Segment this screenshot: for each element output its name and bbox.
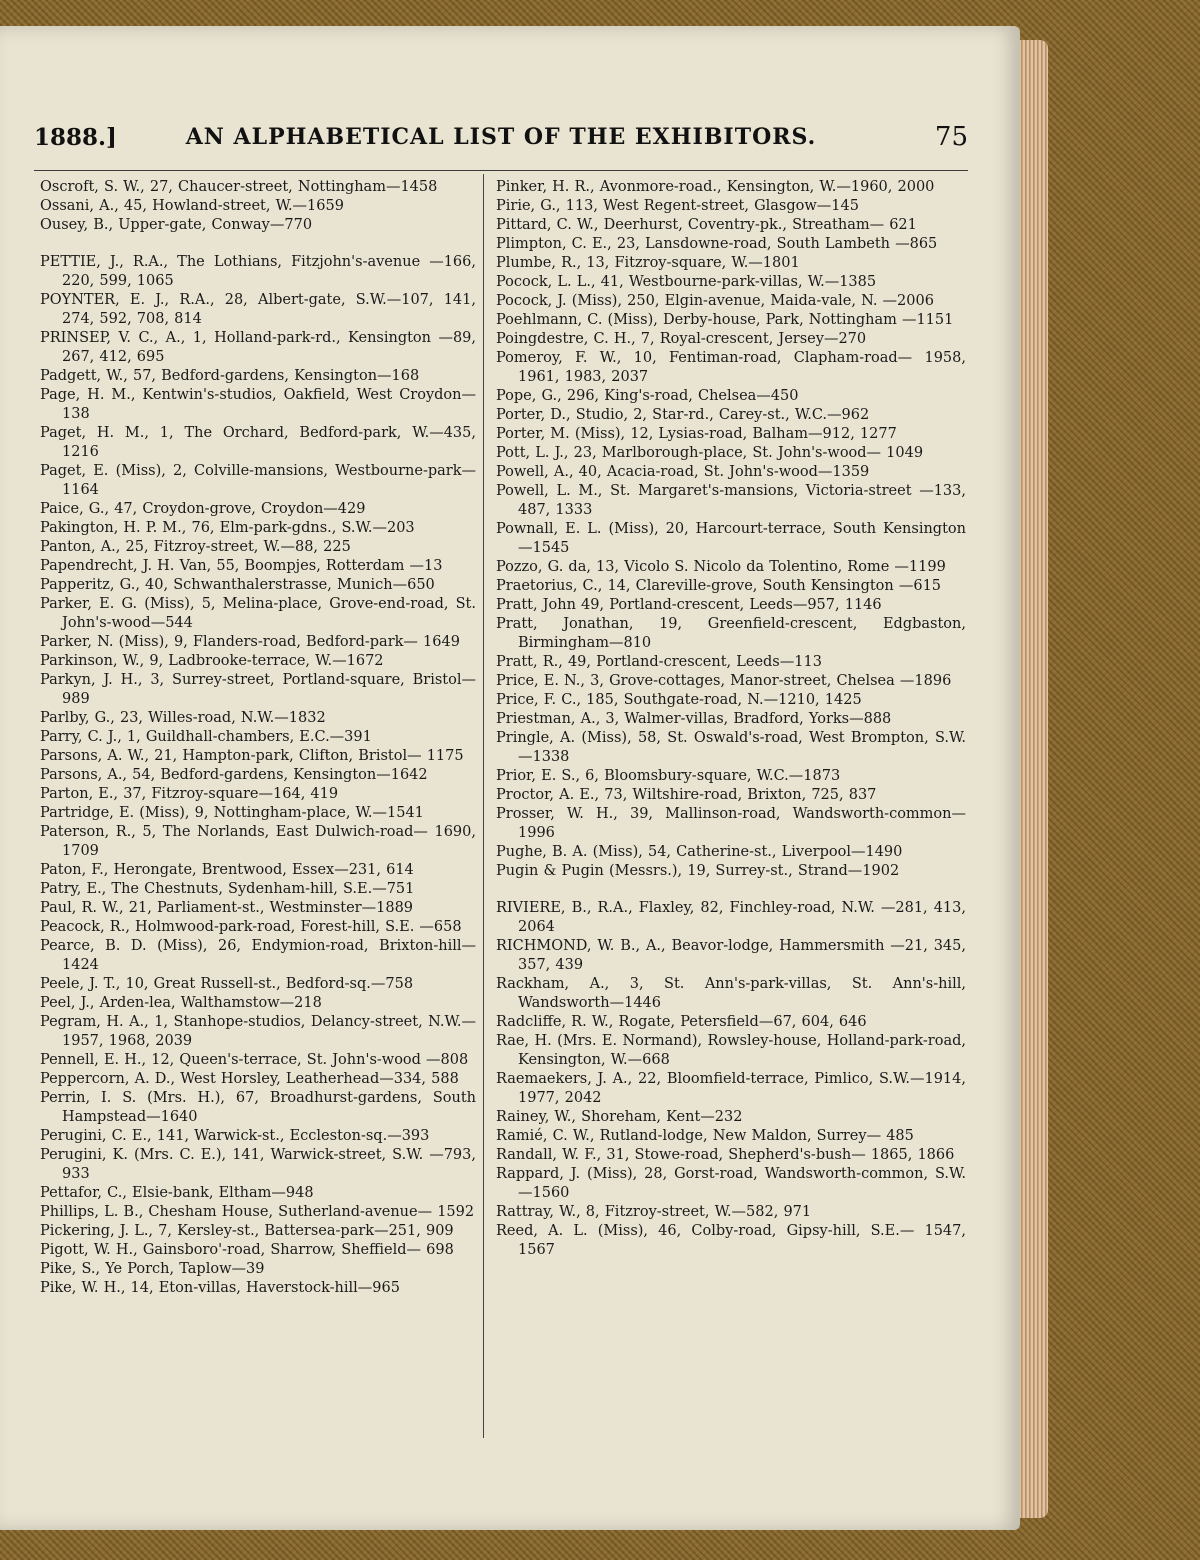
- exhibitor-entry: Price, F. C., 185, Southgate-road, N.—1210, 1425: [496, 692, 862, 708]
- exhibitor-entry: Powell, L. M., St. Margaret's-mansions, Victoria-street —133, 487, 1333: [496, 483, 966, 518]
- exhibitor-entry: POYNTER, E. J., R.A., 28, Albert-gate, S.W.—107, 141, 274, 592, 708, 814: [40, 292, 476, 327]
- exhibitor-entry: Parkyn, J. H., 3, Surrey-street, Portland-square, Bristol—989: [40, 672, 476, 707]
- exhibitor-entry: Peel, J., Arden-lea, Walthamstow—218: [40, 995, 322, 1011]
- exhibitor-entry: Prosser, W. H., 39, Mallinson-road, Wandsworth-common—1996: [496, 806, 966, 841]
- exhibitor-entry: Parton, E., 37, Fitzroy-square—164, 419: [40, 786, 339, 802]
- right-entry-list: [496, 178, 966, 1260]
- exhibitor-entry: Plumbe, R., 13, Fitzroy-square, W.—1801: [496, 255, 800, 271]
- exhibitor-entry: Perugini, C. E., 141, Warwick-st., Eccleston-sq.—393: [40, 1128, 430, 1144]
- exhibitor-entry: Papendrecht, J. H. Van, 55, Boompjes, Rotterdam —13: [40, 558, 443, 574]
- exhibitor-entry: Partridge, E. (Miss), 9, Nottingham-place, W.—1541: [40, 805, 424, 821]
- exhibitor-entry: PETTIE, J., R.A., The Lothians, Fitzjohn's-avenue —166, 220, 599, 1065: [40, 254, 476, 289]
- exhibitor-entry: Parlby, G., 23, Willes-road, N.W.—1832: [40, 710, 326, 726]
- exhibitor-entry: Pope, G., 296, King's-road, Chelsea—450: [496, 388, 799, 404]
- exhibitor-entry: Pratt, R., 49, Portland-crescent, Leeds—113: [496, 654, 822, 670]
- exhibitor-entry: Rae, H. (Mrs. E. Normand), Rowsley-house, Holland-park-road, Kensington, W.—668: [496, 1033, 966, 1068]
- exhibitor-entry: Parsons, A., 54, Bedford-gardens, Kensington—1642: [40, 767, 428, 783]
- exhibitor-entry: Papperitz, G., 40, Schwanthalerstrasse, Munich—650: [40, 577, 435, 593]
- exhibitor-entry: Panton, A., 25, Fitzroy-street, W.—88, 225: [40, 539, 351, 555]
- exhibitor-entry: Ousey, B., Upper-gate, Conway—770: [40, 217, 313, 233]
- exhibitor-entry: Raemaekers, J. A., 22, Bloomfield-terrace, Pimlico, S.W.—1914, 1977, 2042: [496, 1071, 966, 1106]
- running-header: [34, 124, 968, 164]
- exhibitor-entry: Page, H. M., Kentwin's-studios, Oakfield, West Croydon—138: [40, 387, 476, 422]
- exhibitor-entry: Pickering, J. L., 7, Kersley-st., Battersea-park—251, 909: [40, 1223, 454, 1239]
- exhibitor-entry: Pettafor, C., Elsie-bank, Eltham—948: [40, 1185, 314, 1201]
- exhibitor-entry: Pratt, John 49, Portland-crescent, Leeds—957, 1146: [496, 597, 882, 613]
- exhibitor-entry: Phillips, L. B., Chesham House, Sutherland-avenue— 1592: [40, 1204, 475, 1220]
- exhibitor-entry: Proctor, A. E., 73, Wiltshire-road, Brixton, 725, 837: [496, 787, 877, 803]
- exhibitor-entry: Pocock, L. L., 41, Westbourne-park-villas, W.—1385: [496, 274, 877, 290]
- exhibitor-entry: Plimpton, C. E., 23, Lansdowne-road, South Lambeth —865: [496, 236, 938, 252]
- exhibitor-entry: Pigott, W. H., Gainsboro'-road, Sharrow, Sheffield— 698: [40, 1242, 454, 1258]
- exhibitor-entry: Pike, W. H., 14, Eton-villas, Haverstock-hill—965: [40, 1280, 400, 1296]
- exhibitor-entry: Price, E. N., 3, Grove-cottages, Manor-street, Chelsea —1896: [496, 673, 952, 689]
- exhibitor-entry: Pozzo, G. da, 13, Vicolo S. Nicolo da Tolentino, Rome —1199: [496, 559, 946, 575]
- exhibitor-entry: Poehlmann, C. (Miss), Derby-house, Park, Nottingham —1151: [496, 312, 954, 328]
- exhibitor-entry: Rappard, J. (Miss), 28, Gorst-road, Wandsworth-common, S.W.—1560: [496, 1166, 966, 1201]
- exhibitor-entry: Pughe, B. A. (Miss), 54, Catherine-st., Liverpool—1490: [496, 844, 903, 860]
- header-rule: [34, 170, 968, 171]
- exhibitor-entry: Pott, L. J., 23, Marlborough-place, St. John's-wood— 1049: [496, 445, 924, 461]
- exhibitor-entry: Rattray, W., 8, Fitzroy-street, W.—582, 971: [496, 1204, 812, 1220]
- exhibitor-entry: Padgett, W., 57, Bedford-gardens, Kensington—168: [40, 368, 420, 384]
- exhibitor-entry: Pirie, G., 113, West Regent-street, Glasgow—145: [496, 198, 859, 214]
- exhibitor-entry: Pike, S., Ye Porch, Taplow—39: [40, 1261, 265, 1277]
- exhibitor-entry: Poingdestre, C. H., 7, Royal-crescent, Jersey—270: [496, 331, 867, 347]
- exhibitor-entry: Randall, W. F., 31, Stowe-road, Shepherd's-bush— 1865, 1866: [496, 1147, 955, 1163]
- exhibitor-entry: Radcliffe, R. W., Rogate, Petersfield—67, 604, 646: [496, 1014, 867, 1030]
- exhibitor-entry: Rackham, A., 3, St. Ann's-park-villas, St. Ann's-hill, Wandsworth—1446: [496, 976, 966, 1011]
- exhibitor-entry: Paget, E. (Miss), 2, Colville-mansions, Westbourne-park—1164: [40, 463, 476, 498]
- exhibitor-entry: Oscroft, S. W., 27, Chaucer-street, Nottingham—1458: [40, 179, 438, 195]
- exhibitor-entry: Pearce, B. D. (Miss), 26, Endymion-road, Brixton-hill—1424: [40, 938, 476, 973]
- exhibitor-entry: Parker, E. G. (Miss), 5, Melina-place, Grove-end-road, St. John's-wood—544: [40, 596, 476, 631]
- right-column: [496, 178, 966, 1260]
- exhibitor-entry: RICHMOND, W. B., A., Beavor-lodge, Hammersmith —21, 345, 357, 439: [496, 938, 966, 973]
- exhibitor-entry: Pratt, Jonathan, 19, Greenfield-crescent, Edgbaston, Birmingham—810: [496, 616, 966, 651]
- exhibitor-entry: Paterson, R., 5, The Norlands, East Dulwich-road— 1690, 1709: [40, 824, 476, 859]
- exhibitor-entry: Porter, M. (Miss), 12, Lysias-road, Balham—912, 1277: [496, 426, 897, 442]
- exhibitor-entry: Pinker, H. R., Avonmore-road., Kensington, W.—1960, 2000: [496, 179, 935, 195]
- page-number: 75: [934, 122, 968, 152]
- exhibitor-entry: Pittard, C. W., Deerhurst, Coventry-pk., Streatham— 621: [496, 217, 917, 233]
- header-year: 1888.]: [34, 124, 117, 151]
- exhibitor-entry: Paton, F., Herongate, Brentwood, Essex—231, 614: [40, 862, 414, 878]
- exhibitor-entry: Peppercorn, A. D., West Horsley, Leatherhead—334, 588: [40, 1071, 459, 1087]
- exhibitor-entry: Rainey, W., Shoreham, Kent—232: [496, 1109, 743, 1125]
- exhibitor-entry: Pegram, H. A., 1, Stanhope-studios, Delancy-street, N.W.—1957, 1968, 2039: [40, 1014, 476, 1049]
- exhibitor-entry: Pennell, E. H., 12, Queen's-terrace, St. John's-wood —808: [40, 1052, 469, 1068]
- exhibitor-entry: Praetorius, C., 14, Clareville-grove, South Kensington —615: [496, 578, 942, 594]
- exhibitor-entry: Paul, R. W., 21, Parliament-st., Westminster—1889: [40, 900, 414, 916]
- left-column: [40, 178, 476, 1298]
- exhibitor-entry: Pakington, H. P. M., 76, Elm-park-gdns., S.W.—203: [40, 520, 415, 536]
- exhibitor-entry: Parry, C. J., 1, Guildhall-chambers, E.C.—391: [40, 729, 372, 745]
- exhibitor-entry: Perrin, I. S. (Mrs. H.), 67, Broadhurst-gardens, South Hampstead—1640: [40, 1090, 476, 1125]
- exhibitor-entry: Pringle, A. (Miss), 58, St. Oswald's-road, West Brompton, S.W.—1338: [496, 730, 966, 765]
- exhibitor-entry: Peacock, R., Holmwood-park-road, Forest-hill, S.E. —658: [40, 919, 462, 935]
- exhibitor-entry: RIVIERE, B., R.A., Flaxley, 82, Finchley-road, N.W. —281, 413, 2064: [496, 900, 966, 935]
- exhibitor-entry: Porter, D., Studio, 2, Star-rd., Carey-st., W.C.—962: [496, 407, 870, 423]
- exhibitor-entry: Paget, H. M., 1, The Orchard, Bedford-park, W.—435, 1216: [40, 425, 476, 460]
- exhibitor-entry: Prior, E. S., 6, Bloomsbury-square, W.C.—1873: [496, 768, 841, 784]
- left-entry-list: [40, 178, 476, 1298]
- exhibitor-entry: Ossani, A., 45, Howland-street, W.—1659: [40, 198, 344, 214]
- column-divider: [483, 174, 484, 1438]
- exhibitor-entry: Reed, A. L. (Miss), 46, Colby-road, Gipsy-hill, S.E.— 1547, 1567: [496, 1223, 966, 1258]
- exhibitor-entry: Ramié, C. W., Rutland-lodge, New Maldon, Surrey— 485: [496, 1128, 914, 1144]
- exhibitor-entry: Pugin & Pugin (Messrs.), 19, Surrey-st., Strand—1902: [496, 863, 900, 879]
- exhibitor-entry: Pomeroy, F. W., 10, Fentiman-road, Clapham-road— 1958, 1961, 1983, 2037: [496, 350, 966, 385]
- exhibitor-entry: Priestman, A., 3, Walmer-villas, Bradford, Yorks—888: [496, 711, 892, 727]
- exhibitor-entry: Peele, J. T., 10, Great Russell-st., Bedford-sq.—758: [40, 976, 414, 992]
- exhibitor-entry: Pownall, E. L. (Miss), 20, Harcourt-terrace, South Kensington—1545: [496, 521, 966, 556]
- exhibitor-entry: Pocock, J. (Miss), 250, Elgin-avenue, Maida-vale, N. —2006: [496, 293, 934, 309]
- exhibitor-entry: Patry, E., The Chestnuts, Sydenham-hill, S.E.—751: [40, 881, 415, 897]
- exhibitor-entry: Perugini, K. (Mrs. C. E.), 141, Warwick-street, S.W. —793, 933: [40, 1147, 476, 1182]
- exhibitor-entry: Parsons, A. W., 21, Hampton-park, Clifton, Bristol— 1175: [40, 748, 464, 764]
- exhibitor-entry: Parker, N. (Miss), 9, Flanders-road, Bedford-park— 1649: [40, 634, 460, 650]
- exhibitor-entry: Powell, A., 40, Acacia-road, St. John's-wood—1359: [496, 464, 870, 480]
- exhibitor-entry: Paice, G., 47, Croydon-grove, Croydon—429: [40, 501, 366, 517]
- exhibitor-entry: Parkinson, W., 9, Ladbrooke-terrace, W.—1672: [40, 653, 384, 669]
- exhibitor-entry: PRINSEP, V. C., A., 1, Holland-park-rd., Kensington —89, 267, 412, 695: [40, 330, 476, 365]
- header-title: AN ALPHABETICAL LIST OF THE EXHIBITORS.: [185, 124, 817, 150]
